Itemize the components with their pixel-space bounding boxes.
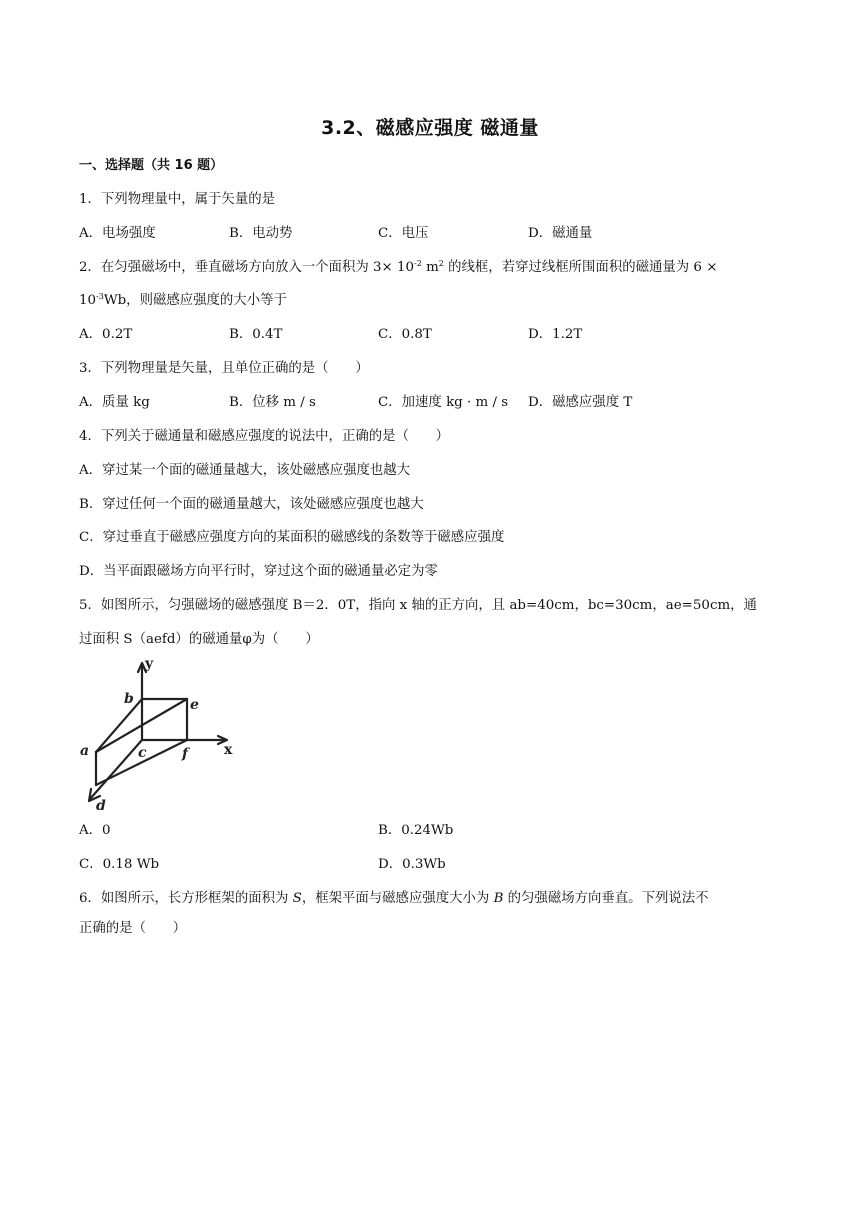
question-2-stem-line1 [79,259,717,277]
question-6-stem-line2: 正确的是（ ） [79,921,187,936]
q2-option-b[interactable]: B．0.4T [229,327,283,342]
q2-exponent: -3 [96,292,104,301]
q5-option-a[interactable]: A．0 [79,823,111,838]
q1-option-c[interactable]: C．电压 [378,226,429,241]
q2-text: Wb，则磁感应强度的大小等于 [103,293,287,308]
q5-option-c[interactable]: C．0.18 Wb [79,857,160,872]
fig-label-a: a [80,743,90,759]
q4-option-c[interactable]: C．穿过垂直于磁感应强度方向的某面积的磁感线的条数等于磁感应强度 [79,530,505,545]
q6-text: 的匀强磁场方向垂直。下列说法不 [503,891,709,906]
question-3-stem: 3．下列物理量是矢量，且单位正确的是（ ） [79,361,369,376]
q1-option-a[interactable]: A．电场强度 [79,226,156,241]
question-5-stem-line2: 过面积 S（aefd）的磁通量φ为（ ） [79,632,319,647]
q1-option-b[interactable]: B．电动势 [229,226,293,241]
q1-option-d[interactable]: D．磁通量 [528,226,593,241]
question-2-stem-line2 [79,292,287,310]
q2-exponent: 2 [438,259,444,268]
q3-option-c[interactable]: C．加速度 kg · m / s [378,395,509,410]
q2-text: 10 [79,293,97,308]
fig-label-b: b [124,691,134,707]
q4-option-d[interactable]: D．当平面跟磁场方向平行时，穿过这个面的磁通量必定为零 [79,564,438,579]
page-title: 3.2、磁感应强度 磁通量 [321,117,539,139]
q4-option-b[interactable]: B．穿过任何一个面的磁通量越大，该处磁感应强度也越大 [79,497,424,512]
question-1-stem: 1．下列物理量中，属于矢量的是 [79,192,275,207]
q5-figure-diagram [76,654,241,812]
fig-label-e: e [190,697,199,713]
fig-label-f: f [182,746,189,762]
q3-option-b[interactable]: B．位移 m / s [229,395,316,410]
fig-label-x: x [224,742,233,758]
q6-text: 6．如图所示，长方形框架的面积为 [79,891,293,906]
q5-option-b[interactable]: B．0.24Wb [378,823,454,838]
q2-exponent: -2 [414,259,422,268]
q6-variable-b: B [493,891,504,906]
q4-option-a[interactable]: A．穿过某一个面的磁通量越大，该处磁感应强度也越大 [79,463,411,478]
question-6-stem-line1 [79,890,709,908]
fig-label-c: c [138,745,147,761]
q2-text: m [421,260,439,275]
q2-text: 2．在匀强磁场中，垂直磁场方向放入一个面积为 3× 10 [79,260,415,275]
fig-label-y: y [145,656,154,672]
q6-variable-s: S [292,891,302,906]
section-heading: 一、选择题（共 16 题） [79,158,224,173]
q2-option-d[interactable]: D．1.2T [528,327,583,342]
question-5-stem-line1: 5．如图所示，匀强磁场的磁感强度 B＝2．0T，指向 x 轴的正方向，且 ab=40cm，bc=30cm，ae=50cm，通 [79,598,757,613]
q5-option-d[interactable]: D．0.3Wb [378,857,446,872]
q6-text: ，框架平面与磁感应强度大小为 [301,891,494,906]
question-4-stem: 4．下列关于磁通量和磁感应强度的说法中，正确的是（ ） [79,429,450,444]
q3-option-d[interactable]: D．磁感应强度 T [528,395,633,410]
fig-label-d: d [96,798,106,812]
q2-option-a[interactable]: A．0.2T [79,327,133,342]
q2-text: 的线框，若穿过线框所围面积的磁通量为 6 × [443,260,718,275]
q2-option-c[interactable]: C．0.8T [378,327,432,342]
q3-option-a[interactable]: A．质量 kg [79,395,150,410]
